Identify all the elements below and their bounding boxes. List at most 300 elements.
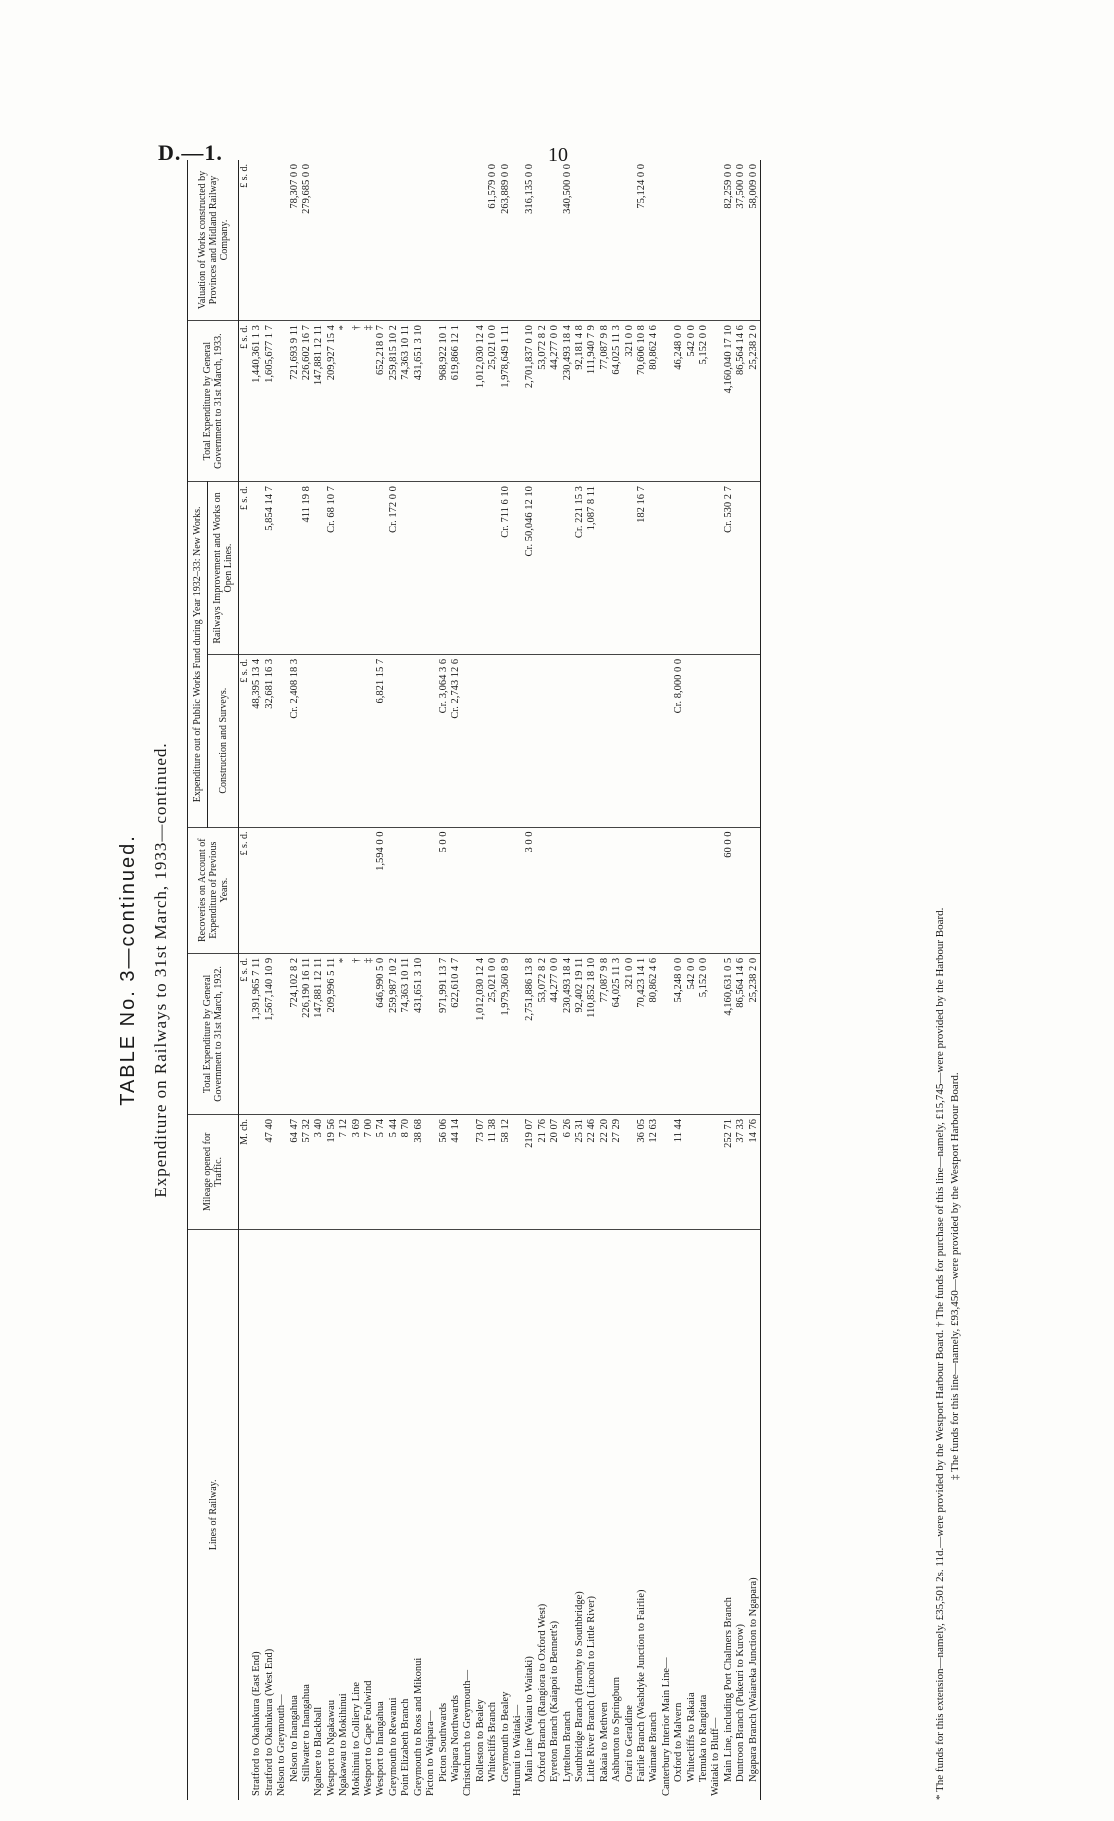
cell-valuation <box>413 160 425 321</box>
cell-recoveries <box>338 827 350 953</box>
cell-mileage: 11 38 <box>487 1114 499 1229</box>
cell-recoveries <box>413 827 425 953</box>
cell-total1933: 25,021 0 0 <box>487 321 499 482</box>
cell-recoveries <box>673 827 685 953</box>
cell-valuation <box>537 160 549 321</box>
cell-total1932: 2,751,886 13 8 <box>524 953 536 1114</box>
cell-total1932: 622,610 4 7 <box>450 953 462 1114</box>
table-row <box>500 160 512 1800</box>
cell-total1933: 431,651 3 10 <box>413 321 425 482</box>
cell-total1932: 1,012,030 12 4 <box>475 953 487 1114</box>
cell-total1932: 259,987 10 2 <box>388 953 400 1114</box>
cell-total1932: 64,025 11 3 <box>611 953 623 1114</box>
cell-improvement <box>748 482 761 655</box>
cell-recoveries <box>549 827 561 953</box>
cell-valuation <box>276 160 288 321</box>
cell-mileage: 252 71 <box>723 1114 735 1229</box>
cell-mileage <box>512 1114 524 1229</box>
cell-improvement <box>537 482 549 655</box>
cell-line: Picton Southwards <box>437 1702 449 1782</box>
table-title: TABLE No. 3—continued. <box>117 834 139 1106</box>
cell-total1933: 70,606 10 8 <box>636 321 648 482</box>
table-row <box>648 160 660 1800</box>
cell-line: Mokihinui to Colliery Line <box>350 1681 362 1796</box>
cell-total1932: 54,248 0 0 <box>673 953 685 1114</box>
cell-total1933: 209,927 15 4 <box>326 321 338 482</box>
cell-valuation <box>698 160 710 321</box>
cell-mileage: 19 56 <box>326 1114 338 1229</box>
cell-total1932: 431,651 3 10 <box>413 953 425 1114</box>
cell-construction <box>661 654 673 827</box>
cell-improvement <box>475 482 487 655</box>
cell-line: Lyttelton Branch <box>561 1711 573 1782</box>
cell-construction <box>363 654 375 827</box>
cell-line: Christchurch to Greymouth— <box>462 1670 474 1796</box>
cell-mileage: 44 14 <box>450 1114 462 1229</box>
cell-valuation: 61,579 0 0 <box>487 160 499 321</box>
cell-total1933 <box>661 321 673 482</box>
cell-mileage: 5 44 <box>388 1114 400 1229</box>
cell-total1932: 542 0 0 <box>686 953 698 1114</box>
table-row <box>562 160 574 1800</box>
cell-construction <box>425 654 437 827</box>
cell-valuation <box>599 160 611 321</box>
cell-total1933: 147,881 12 11 <box>313 321 325 482</box>
cell-valuation: 58,009 0 0 <box>748 160 761 321</box>
cell-recoveries <box>462 827 474 953</box>
cell-improvement <box>673 482 685 655</box>
cell-recoveries <box>599 827 611 953</box>
cell-recoveries <box>748 827 761 953</box>
cell-construction <box>686 654 698 827</box>
cell-recoveries: 60 0 0 <box>723 827 735 953</box>
cell-line: Eyreton Branch (Kaiapoi to Bennett's) <box>549 1620 561 1782</box>
cell-total1933 <box>425 321 437 482</box>
header-total-1932: Total Expenditure by General Government to 31st March, 1932. <box>188 953 239 1114</box>
cell-total1933: 86,564 14 6 <box>735 321 747 482</box>
cell-construction <box>648 654 660 827</box>
cell-improvement: Cr. 50,046 12 10 <box>524 482 536 655</box>
cell-mileage: 20 07 <box>549 1114 561 1229</box>
cell-line: Oxford to Malvern <box>673 1702 685 1782</box>
cell-mileage: 5 74 <box>375 1114 387 1229</box>
cell-construction <box>388 654 400 827</box>
cell-improvement <box>351 482 363 655</box>
cell-total1932: 110,852 18 10 <box>586 953 598 1114</box>
cell-line: Ngahere to Blackball <box>313 1706 325 1796</box>
cell-recoveries <box>475 827 487 953</box>
cell-recoveries <box>735 827 747 953</box>
cell-total1932: 74,363 10 11 <box>400 953 412 1114</box>
footnote-2: ‡ The funds for this line—namely, £93,450—were provided by the Westport Harbour Board. <box>949 1072 961 1480</box>
cell-recoveries <box>574 827 586 953</box>
cell-total1933 <box>462 321 474 482</box>
table-row <box>413 160 425 1800</box>
cell-total1933: 77,087 9 8 <box>599 321 611 482</box>
cell-total1933: * <box>338 321 350 482</box>
unit-money: £ s. d. <box>239 953 252 1114</box>
cell-construction <box>400 654 412 827</box>
cell-improvement <box>686 482 698 655</box>
cell-valuation: 263,889 0 0 <box>500 160 512 321</box>
cell-improvement: 1,087 8 11 <box>586 482 598 655</box>
table-row <box>276 160 288 1800</box>
cell-improvement <box>413 482 425 655</box>
rotated-table-sheet <box>107 120 1007 1820</box>
cell-construction <box>549 654 561 827</box>
cell-improvement <box>289 482 301 655</box>
cell-recoveries <box>512 827 524 953</box>
cell-total1933 <box>710 321 722 482</box>
cell-construction <box>710 654 722 827</box>
cell-recoveries <box>710 827 722 953</box>
cell-total1932: 724,102 8 2 <box>289 953 301 1114</box>
cell-total1933 <box>276 321 288 482</box>
cell-improvement <box>648 482 660 655</box>
table-row <box>586 160 598 1800</box>
cell-recoveries <box>698 827 710 953</box>
cell-line: Whitecliffs Branch <box>487 1702 499 1782</box>
table-row <box>661 160 673 1800</box>
cell-mileage: 6 26 <box>562 1114 574 1229</box>
cell-line: Stratford to Okahukura (East End) <box>251 1651 263 1796</box>
cell-improvement: Cr. 68 10 7 <box>326 482 338 655</box>
unit-mileage: M. ch. <box>239 1114 252 1229</box>
cell-line: Waipara Northwards <box>449 1695 461 1782</box>
cell-total1933: 64,025 11 3 <box>611 321 623 482</box>
cell-mileage <box>661 1114 673 1229</box>
cell-improvement: 182 16 7 <box>636 482 648 655</box>
cell-recoveries <box>661 827 673 953</box>
table-subtitle: Expenditure on Railways to 31st March, 1933—continued. <box>151 742 170 1198</box>
cell-line: Westport to Inangahua <box>375 1701 387 1796</box>
cell-improvement: Cr. 221 15 3 <box>574 482 586 655</box>
cell-total1932: 1,567,140 10 9 <box>264 953 276 1114</box>
unit-money: £ s. d. <box>239 160 252 321</box>
cell-improvement <box>251 482 263 655</box>
cell-construction <box>636 654 648 827</box>
cell-construction <box>698 654 710 827</box>
cell-mileage: 21 76 <box>537 1114 549 1229</box>
table-row <box>735 160 747 1800</box>
cell-total1932: 1,979,360 8 9 <box>500 953 512 1114</box>
table-row <box>351 160 363 1800</box>
cell-total1932: 321 0 0 <box>624 953 636 1114</box>
cell-total1933: 652,218 0 7 <box>375 321 387 482</box>
cell-total1932: 80,862 4 6 <box>648 953 660 1114</box>
table-row <box>723 160 735 1800</box>
cell-total1932: 646,990 5 0 <box>375 953 387 1114</box>
cell-total1933: 4,160,040 17 10 <box>723 321 735 482</box>
table-row <box>438 160 450 1800</box>
cell-valuation <box>425 160 437 321</box>
cell-improvement <box>276 482 288 655</box>
cell-valuation: 78,307 0 0 <box>289 160 301 321</box>
cell-construction <box>475 654 487 827</box>
cell-total1933: 1,605,677 1 7 <box>264 321 276 482</box>
cell-mileage <box>462 1114 474 1229</box>
cell-total1933: 1,440,361 1 3 <box>251 321 263 482</box>
table-row <box>698 160 710 1800</box>
header-valuation: Valuation of Works constructed by Provinces and Midland Railway Company. <box>188 160 239 321</box>
cell-total1932: 1,391,965 7 11 <box>251 953 263 1114</box>
cell-mileage: 22 20 <box>599 1114 611 1229</box>
cell-line: Westport to Ngakawau <box>325 1700 337 1796</box>
cell-improvement <box>425 482 437 655</box>
cell-line: Rolleston to Bealey <box>474 1699 486 1782</box>
cell-valuation <box>438 160 450 321</box>
cell-improvement <box>400 482 412 655</box>
cell-improvement <box>562 482 574 655</box>
cell-recoveries <box>450 827 462 953</box>
cell-recoveries: 3 0 0 <box>524 827 536 953</box>
cell-mileage <box>276 1114 288 1229</box>
cell-total1933: 226,602 16 7 <box>301 321 313 482</box>
cell-line: Main Line (Waiau to Waitaki) <box>524 1656 536 1782</box>
table-row <box>599 160 611 1800</box>
cell-recoveries <box>400 827 412 953</box>
cell-line: Oxford Branch (Rangiora to Oxford West) <box>536 1603 548 1782</box>
cell-mileage: 8 70 <box>400 1114 412 1229</box>
table-row <box>264 160 276 1800</box>
table-row <box>686 160 698 1800</box>
cell-valuation <box>375 160 387 321</box>
cell-line: Greymouth to Bealey <box>499 1691 511 1782</box>
cell-valuation <box>326 160 338 321</box>
table-row <box>524 160 536 1800</box>
cell-mileage: 73 07 <box>475 1114 487 1229</box>
cell-total1933: 721,693 9 11 <box>289 321 301 482</box>
cell-total1933: ‡ <box>363 321 375 482</box>
table-row <box>611 160 623 1800</box>
footnote-1: * The funds for this extension—namely, £35,501 2s. 11d.—were provided by the Westport Harbour Board. † The funds for purchase of this line—namely, £15,745—were provided by the Harbour Board. <box>934 907 946 1800</box>
page-number: 10 <box>548 144 568 166</box>
table-row <box>338 160 350 1800</box>
cell-recoveries <box>500 827 512 953</box>
page-reference: D.—1. <box>158 140 223 165</box>
cell-construction <box>413 654 425 827</box>
cell-total1933: 259,815 10 2 <box>388 321 400 482</box>
cell-total1933: 1,012,030 12 4 <box>475 321 487 482</box>
cell-mileage: 47 40 <box>264 1114 276 1229</box>
cell-valuation <box>661 160 673 321</box>
cell-total1932: 226,190 16 11 <box>301 953 313 1114</box>
cell-valuation: 279,685 0 0 <box>301 160 313 321</box>
cell-construction <box>586 654 598 827</box>
cell-construction <box>562 654 574 827</box>
table-row <box>363 160 375 1800</box>
cell-line: Main Line, including Port Chalmers Branch <box>722 1597 734 1782</box>
cell-valuation: 82,259 0 0 <box>723 160 735 321</box>
cell-mileage <box>624 1114 636 1229</box>
cell-recoveries <box>537 827 549 953</box>
cell-construction <box>512 654 524 827</box>
cell-construction: 48,395 13 4 <box>251 654 263 827</box>
cell-total1933: 2,701,837 0 10 <box>524 321 536 482</box>
cell-valuation: 340,500 0 0 <box>562 160 574 321</box>
cell-total1932 <box>710 953 722 1114</box>
cell-total1932: ‡ <box>363 953 375 1114</box>
cell-valuation: 75,124 0 0 <box>636 160 648 321</box>
cell-valuation <box>264 160 276 321</box>
cell-valuation: 37,500 0 0 <box>735 160 747 321</box>
cell-total1932 <box>512 953 524 1114</box>
cell-mileage: 22 46 <box>586 1114 598 1229</box>
cell-total1932: 230,493 18 4 <box>562 953 574 1114</box>
cell-construction <box>599 654 611 827</box>
cell-valuation <box>251 160 263 321</box>
cell-improvement <box>735 482 747 655</box>
table-row <box>636 160 648 1800</box>
cell-recoveries <box>586 827 598 953</box>
table-row <box>673 160 685 1800</box>
table-row <box>450 160 462 1800</box>
cell-construction <box>276 654 288 827</box>
cell-total1933: 74,363 10 11 <box>400 321 412 482</box>
cell-total1933: 5,152 0 0 <box>698 321 710 482</box>
cell-recoveries <box>648 827 660 953</box>
cell-total1932: 971,991 13 7 <box>438 953 450 1114</box>
cell-recoveries <box>425 827 437 953</box>
cell-mileage: 56 06 <box>438 1114 450 1229</box>
cell-line: Whitecliffs to Rakaia <box>685 1692 697 1782</box>
cell-total1932: 4,160,631 0 5 <box>723 953 735 1114</box>
cell-improvement: Cr. 711 6 10 <box>500 482 512 655</box>
cell-valuation <box>686 160 698 321</box>
table-row <box>512 160 524 1800</box>
cell-valuation <box>338 160 350 321</box>
cell-line: Duntroon Branch (Pukeuri to Kurow) <box>735 1623 747 1782</box>
cell-valuation <box>363 160 375 321</box>
table-row <box>289 160 301 1800</box>
cell-mileage: 27 29 <box>611 1114 623 1229</box>
cell-line: Waimate Branch <box>648 1712 660 1782</box>
cell-recoveries <box>611 827 623 953</box>
cell-valuation <box>648 160 660 321</box>
cell-valuation <box>549 160 561 321</box>
cell-recoveries <box>562 827 574 953</box>
cell-line: Little River Branch (Lincoln to Little River) <box>586 1595 598 1782</box>
cell-line: Picton to Waipara— <box>425 1710 437 1796</box>
cell-valuation <box>586 160 598 321</box>
cell-construction <box>748 654 761 827</box>
cell-total1933: 619,866 12 1 <box>450 321 462 482</box>
cell-construction <box>462 654 474 827</box>
cell-valuation <box>512 160 524 321</box>
table-row <box>710 160 722 1800</box>
cell-mileage: 25 31 <box>574 1114 586 1229</box>
cell-mileage <box>425 1114 437 1229</box>
cell-total1933: 1,978,649 1 11 <box>500 321 512 482</box>
cell-total1932 <box>276 953 288 1114</box>
unit-money: £ s. d. <box>239 654 252 827</box>
unit-money: £ s. d. <box>239 827 252 953</box>
cell-recoveries: 5 0 0 <box>438 827 450 953</box>
cell-total1932: 209,996 5 11 <box>326 953 338 1114</box>
cell-total1933 <box>512 321 524 482</box>
header-public-works-fund: Expenditure out of Public Works Fund during Year 1932–33: New Works. <box>188 482 208 827</box>
cell-total1933: 46,248 0 0 <box>673 321 685 482</box>
table-row <box>388 160 400 1800</box>
header-mileage: Mileage opened for Traffic. <box>188 1114 239 1229</box>
cell-total1932: 70,423 14 1 <box>636 953 648 1114</box>
cell-construction <box>735 654 747 827</box>
table-row <box>326 160 338 1800</box>
cell-mileage: 3 40 <box>313 1114 325 1229</box>
cell-total1933: 44,277 0 0 <box>549 321 561 482</box>
cell-valuation <box>351 160 363 321</box>
cell-improvement: Cr. 172 0 0 <box>388 482 400 655</box>
cell-construction <box>351 654 363 827</box>
cell-recoveries <box>624 827 636 953</box>
cell-improvement <box>710 482 722 655</box>
cell-construction <box>624 654 636 827</box>
cell-valuation: 316,135 0 0 <box>524 160 536 321</box>
cell-total1932 <box>462 953 474 1114</box>
table-row <box>375 160 387 1800</box>
cell-total1932 <box>425 953 437 1114</box>
cell-recoveries <box>313 827 325 953</box>
cell-total1932: 53,072 8 2 <box>537 953 549 1114</box>
cell-recoveries <box>363 827 375 953</box>
cell-valuation <box>313 160 325 321</box>
cell-improvement <box>375 482 387 655</box>
cell-line: Westport to Cape Foulwind <box>363 1680 375 1796</box>
cell-total1932: 92,402 19 11 <box>574 953 586 1114</box>
cell-improvement <box>661 482 673 655</box>
cell-recoveries <box>301 827 313 953</box>
cell-total1932: * <box>338 953 350 1114</box>
cell-mileage: 58 12 <box>500 1114 512 1229</box>
cell-mileage: 57 32 <box>301 1114 313 1229</box>
table-row <box>574 160 586 1800</box>
cell-recoveries <box>388 827 400 953</box>
cell-construction: Cr. 3,064 3 6 <box>438 654 450 827</box>
units-row <box>239 160 252 1800</box>
cell-line: Greymouth to Ross and Mikonui <box>412 1657 424 1796</box>
header-improvement: Railways Improvement and Works on Open Lines. <box>208 482 239 655</box>
cell-mileage: 37 33 <box>735 1114 747 1229</box>
cell-line: Greymouth to Rewanui <box>387 1697 399 1796</box>
cell-improvement: 5,854 14 7 <box>264 482 276 655</box>
header-line: Lines of Railway. <box>188 1229 239 1800</box>
cell-valuation <box>673 160 685 321</box>
cell-line: Temuka to Rangitata <box>698 1694 710 1782</box>
cell-construction: Cr. 8,000 0 0 <box>673 654 685 827</box>
cell-construction <box>524 654 536 827</box>
cell-construction <box>723 654 735 827</box>
cell-recoveries <box>276 827 288 953</box>
cell-improvement <box>363 482 375 655</box>
cell-improvement: Cr. 530 2 7 <box>723 482 735 655</box>
cell-improvement <box>549 482 561 655</box>
cell-line: Ngapara Branch (Waiareka Junction to Ngapara) <box>748 1229 761 1800</box>
cell-construction <box>500 654 512 827</box>
cell-total1933: 25,238 2 0 <box>748 321 761 482</box>
cell-mileage: 36 05 <box>636 1114 648 1229</box>
cell-recoveries <box>326 827 338 953</box>
cell-construction <box>611 654 623 827</box>
cell-line: Orari to Geraldine <box>623 1705 635 1782</box>
cell-recoveries <box>264 827 276 953</box>
cell-improvement <box>338 482 350 655</box>
cell-total1932: 147,881 12 11 <box>313 953 325 1114</box>
cell-valuation <box>475 160 487 321</box>
cell-construction <box>313 654 325 827</box>
table-row <box>549 160 561 1800</box>
table-row <box>748 160 761 1800</box>
cell-recoveries <box>487 827 499 953</box>
